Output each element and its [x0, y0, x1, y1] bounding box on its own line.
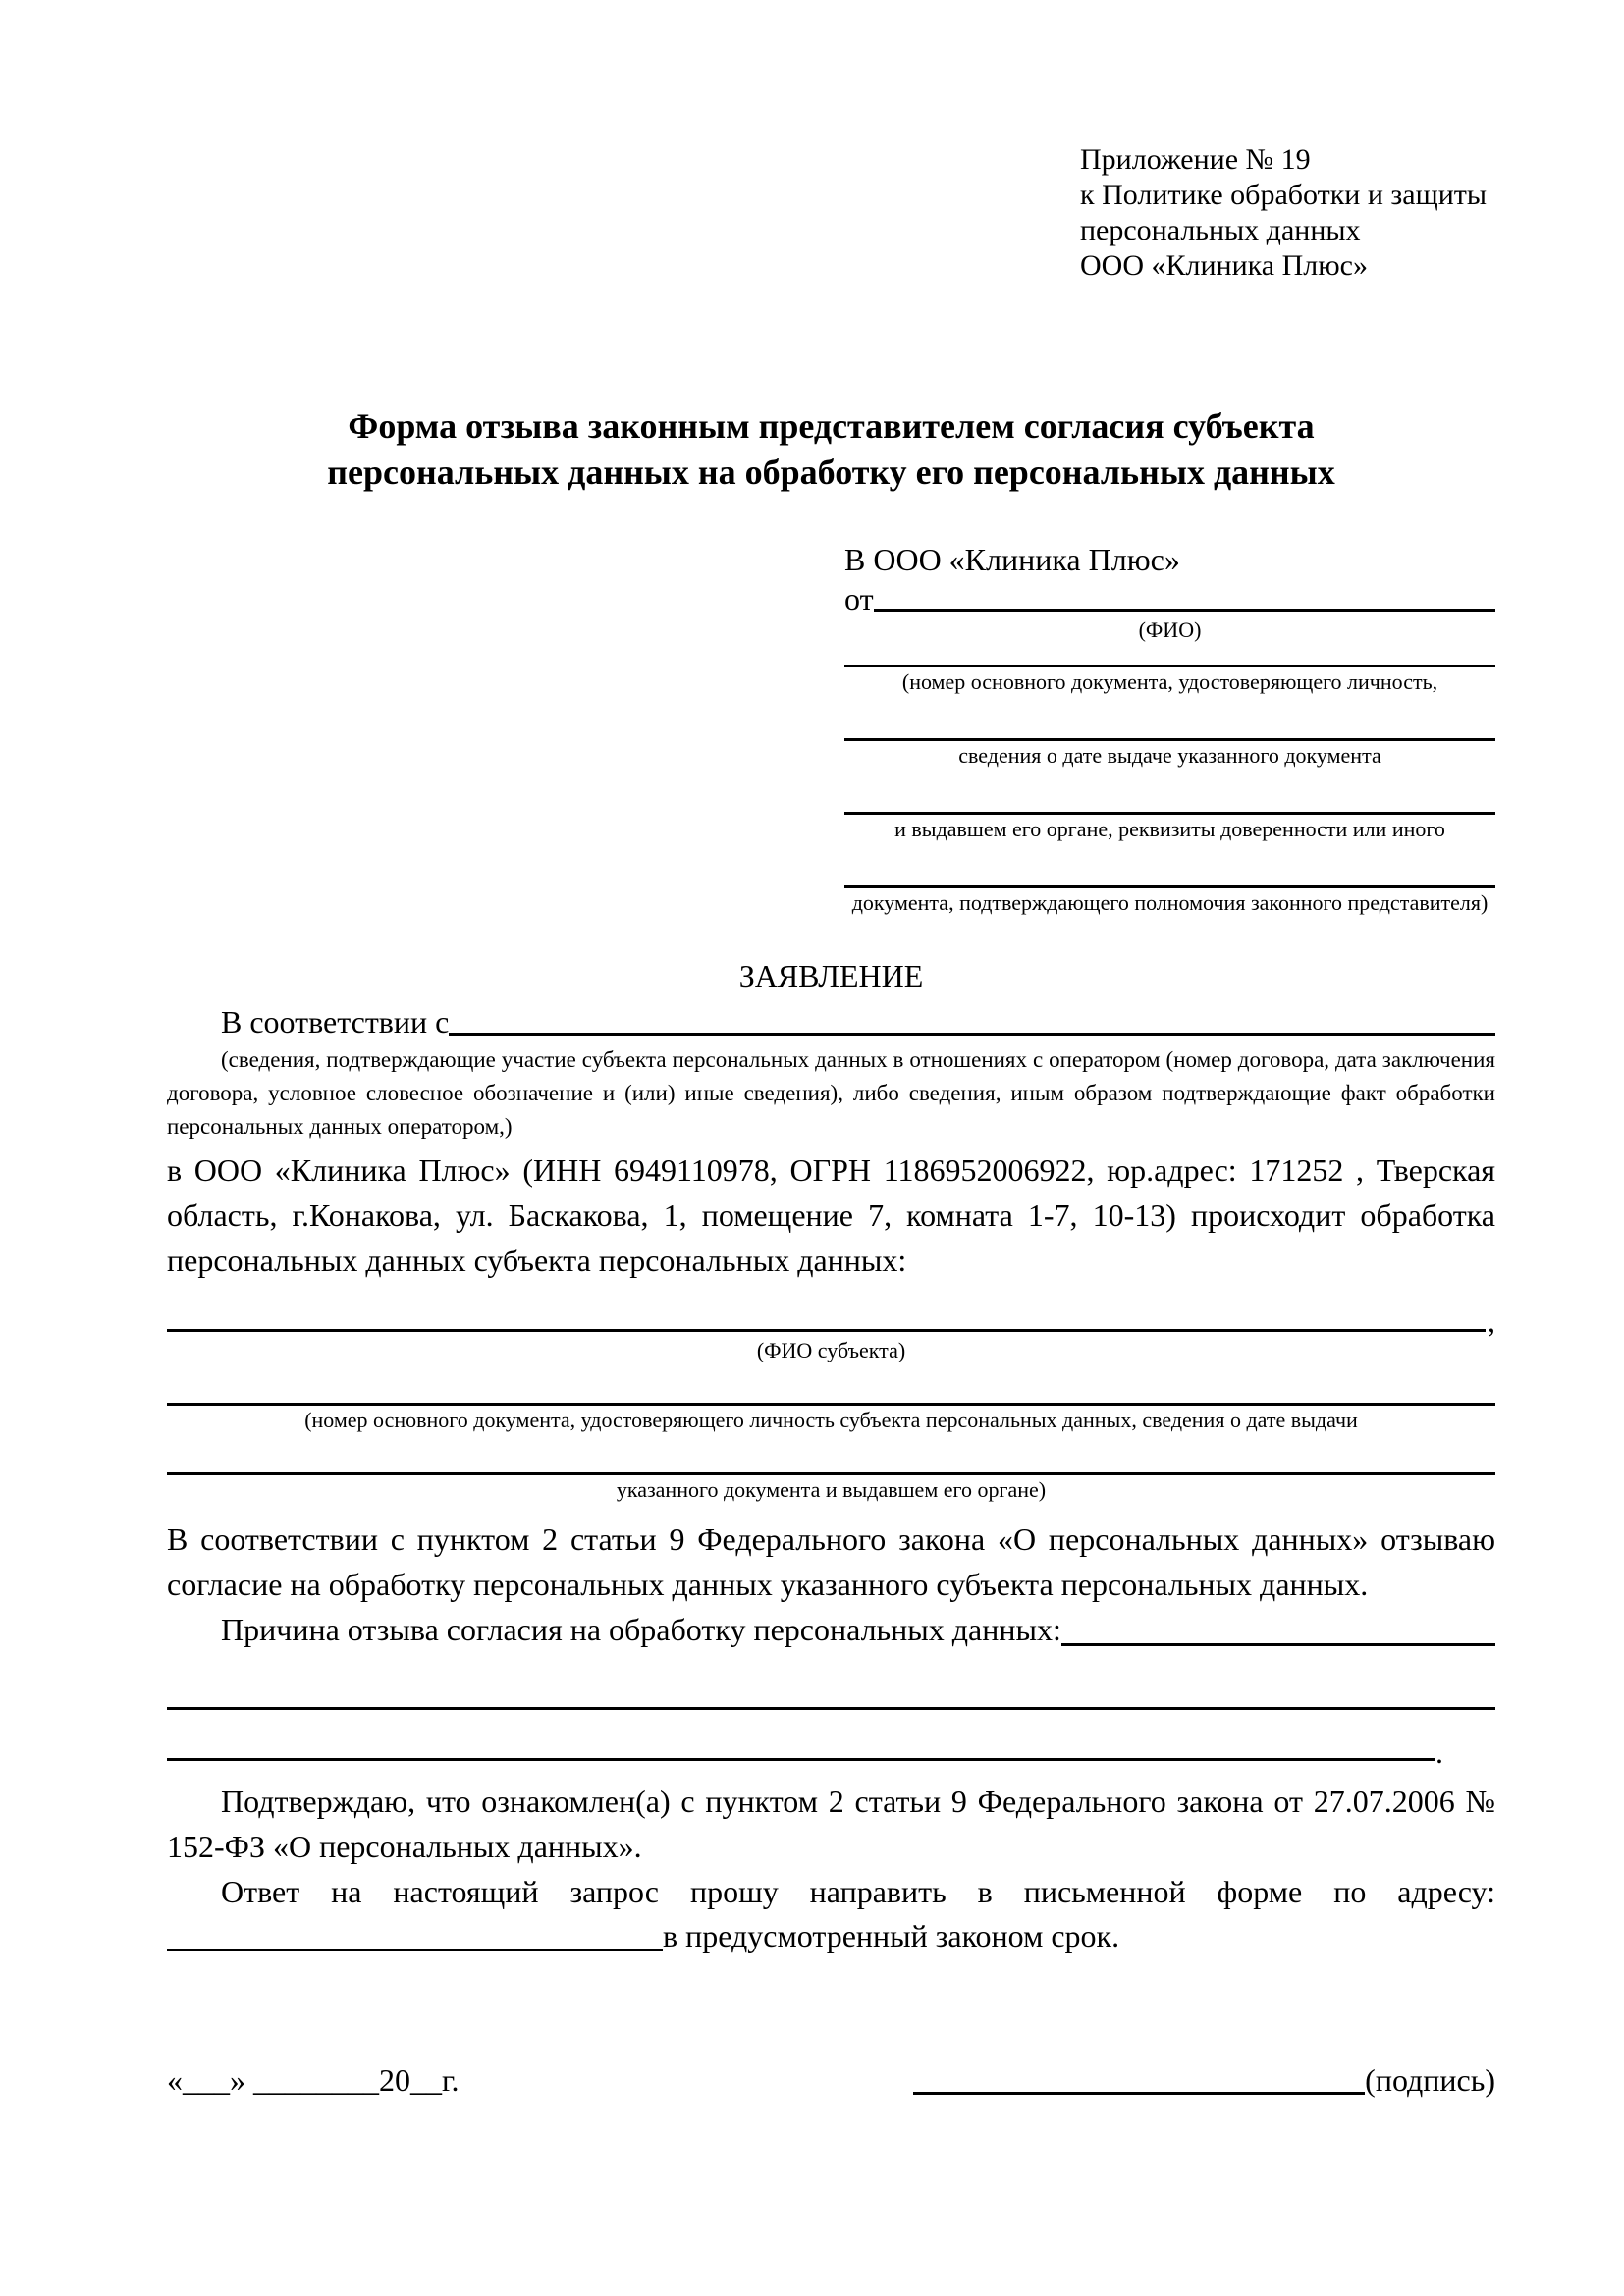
form-title: Форма отзыва законным представителем согласия субъекта персональных данных на обработку его персональных данных [327, 406, 1335, 492]
doc-blank-line-2 [844, 738, 1495, 741]
doc-caption-4: документа, подтверждающего полномочия законного представителя) [851, 890, 1489, 915]
date-line: «___» ________20__г. [167, 2062, 460, 2098]
header-note [1080, 142, 1495, 284]
doc-caption-2: сведения о дате выдаче указанного документа [958, 743, 1381, 768]
fine-print-note: (сведения, подтверждающие участие субъекта персональных данных в отношениях с оператором (номер договора, дата заключения договора, условное словесное обозначение и (или) иные сведения), либо сведения, иным образом подтверждающие факт обработки персональных данных оператором,) [167, 1047, 1495, 1139]
reply-blank-row [167, 1914, 1495, 1957]
header-note-line: к Политике обработки и защиты [1080, 179, 1488, 211]
doc-field-4 [844, 885, 1495, 916]
intro-row [167, 1002, 1495, 1041]
subject-fio-blank-line [167, 1329, 1486, 1332]
statement-heading: ЗАЯВЛЕНИЕ [738, 958, 924, 993]
reason-blank-row-3 [167, 1735, 1495, 1770]
fio-blank-line [874, 609, 1495, 612]
doc-field-2 [844, 738, 1495, 769]
subject-doc-field-2 [167, 1472, 1495, 1503]
fio-caption: (ФИО) [1138, 617, 1202, 642]
reply-paragraph: Ответ на настоящий запрос прошу направить в письменной форме по адресу: [221, 1874, 1495, 1909]
subject-doc-blank-line-1 [167, 1403, 1495, 1406]
doc-caption-3: и выдавшем его органе, реквизиты доверенности или иного [894, 817, 1445, 841]
header-note-line: ООО «Клиника Плюс» [1080, 249, 1368, 282]
subject-fio-caption: (ФИО субъекта) [756, 1338, 906, 1362]
withdrawal-paragraph: В соответствии с пунктом 2 статьи 9 Федерального закона «О персональных данных» отзываю согласие на обработку персональных данных указанного субъекта персональных данных. [167, 1522, 1495, 1602]
signature-caption: (подпись) [1365, 2062, 1495, 2098]
footer-row [167, 2059, 1495, 2101]
signature-blank-line [913, 2092, 1365, 2095]
doc-field-3 [844, 812, 1495, 842]
reason-row [167, 1607, 1495, 1652]
confirmation-paragraph: Подтверждаю, что ознакомлен(а) с пунктом 2 статьи 9 Федерального закона от 27.07.2006 № 152-ФЗ «О персональных данных». [167, 1784, 1495, 1864]
doc-blank-line-3 [844, 812, 1495, 815]
subject-doc-caption-2: указанного документа и выдавшем его органе) [616, 1477, 1047, 1502]
reply-address-blank-line [167, 1949, 663, 1951]
subject-fio-row [167, 1305, 1495, 1338]
reason-prefix: Причина отзыва согласия на обработку персональных данных: [221, 1612, 1061, 1647]
reason-blank-line-3 [167, 1758, 1435, 1761]
doc-field-1 [844, 665, 1495, 695]
addressee-from-prefix: от [844, 581, 874, 616]
intro-blank-line [449, 1033, 1495, 1036]
intro-prefix: В соответствии с [221, 1004, 450, 1040]
subject-doc-field-1 [167, 1403, 1495, 1433]
signature-group [913, 2059, 1495, 2101]
addressee-block [844, 539, 1495, 916]
reason-trailing-period: . [1435, 1735, 1443, 1770]
addressee-from-row [844, 580, 1495, 617]
addressee-to: В ООО «Клиника Плюс» [844, 542, 1180, 577]
header-note-line: персональных данных [1080, 214, 1361, 246]
reason-blank-line-2 [167, 1707, 1495, 1710]
subject-doc-blank-line-2 [167, 1472, 1495, 1475]
reply-suffix: в предусмотренный законом срок. [663, 1918, 1120, 1953]
doc-blank-line-4 [844, 885, 1495, 888]
subject-fio-trailing-comma: , [1488, 1304, 1495, 1339]
reason-blank-line [1061, 1643, 1495, 1646]
doc-blank-line-1 [844, 665, 1495, 667]
header-note-line: Приложение № 19 [1080, 143, 1311, 176]
operator-paragraph: в ООО «Клиника Плюс» (ИНН 6949110978, ОГРН 1186952006922, юр.адрес: 171252 , Тверская область, г.Конакова, ул. Баскакова, 1, помещение 7, комната 1-7, 10-13) происходит обработка персональных данных субъекта персональных данных: [167, 1152, 1495, 1278]
doc-caption-1: (номер основного документа, удостоверяющего личность, [901, 669, 1438, 694]
subject-doc-caption-1: (номер основного документа, удостоверяющего личность субъекта персональных данных, сведения о дате выдачи [304, 1408, 1358, 1432]
